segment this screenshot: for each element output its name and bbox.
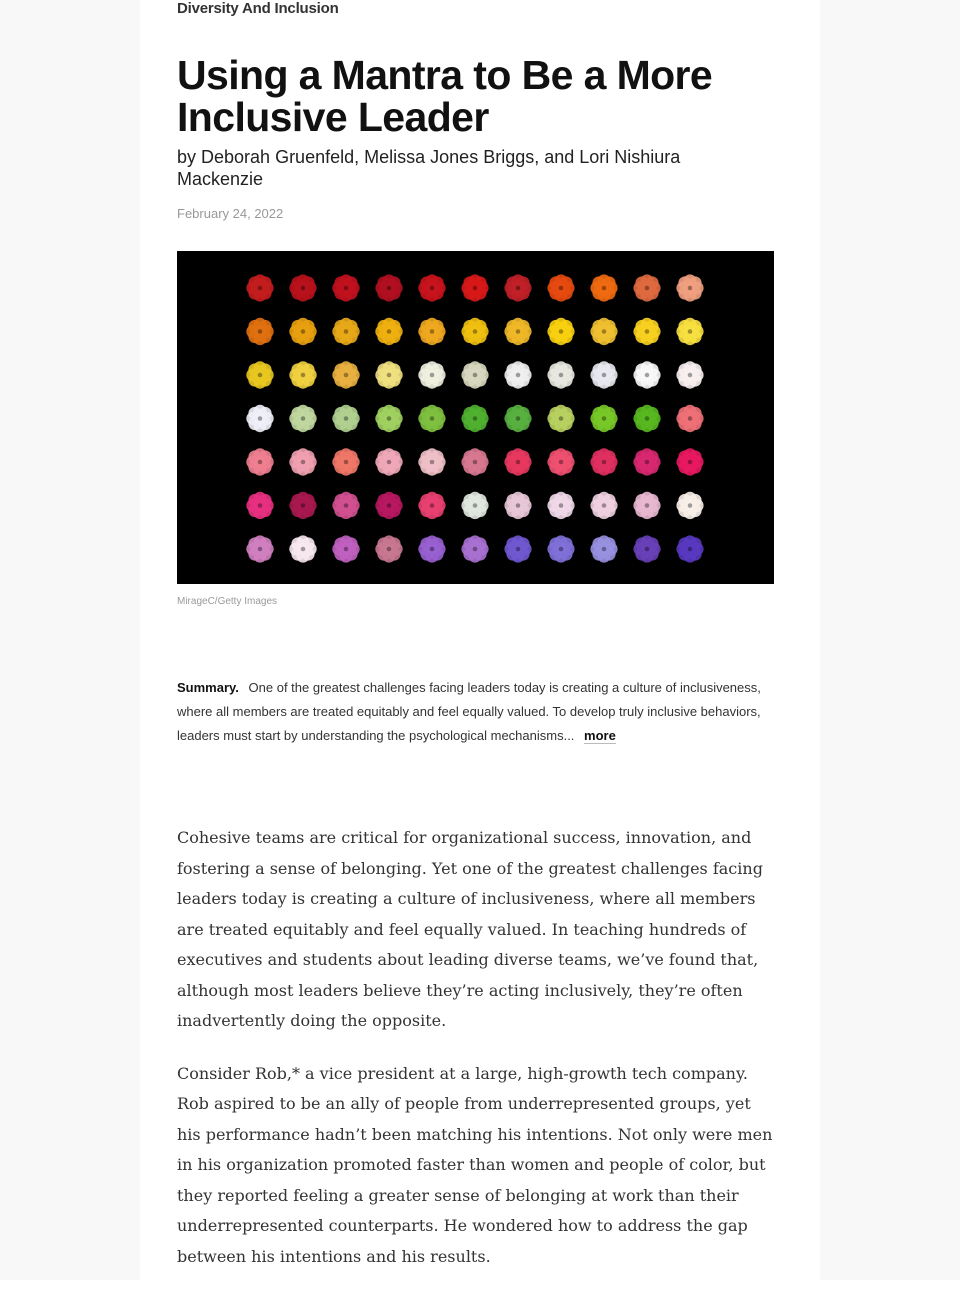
flower — [418, 405, 445, 432]
flower — [633, 492, 660, 519]
flower — [590, 448, 617, 475]
flower — [246, 492, 273, 519]
flower — [375, 448, 402, 475]
flower — [418, 535, 445, 562]
page-margin-left — [0, 0, 140, 1280]
summary-text: One of the greatest challenges facing leaders today is creating a culture of inclusiveness, where all members are treated equitably and feel equally valued. To develop truly inclusive behaviors, leaders must start by understanding the psychological mechanisms... — [177, 680, 761, 743]
flower — [590, 361, 617, 388]
flower — [547, 318, 574, 345]
flower — [461, 361, 488, 388]
flower — [289, 492, 316, 519]
flower — [547, 535, 574, 562]
flower — [418, 448, 445, 475]
flower — [633, 535, 660, 562]
flower — [504, 535, 531, 562]
flower — [375, 492, 402, 519]
flower — [375, 318, 402, 345]
flower — [246, 318, 273, 345]
flower — [676, 274, 703, 301]
flower — [461, 492, 488, 519]
flower — [375, 535, 402, 562]
flower — [676, 405, 703, 432]
body-paragraph: Consider Rob,* a vice president at a large, high-growth tech company. Rob aspired to be an ally of people from underrepresented groups, yet his performance hadn’t been matching his intentions. Not only were men in his organization promoted faster than women and people of color, but they reported feeling a greater sense of belonging at work than their underrepresented counterparts. He wondered how to address the gap between his intentions and his results. — [177, 1063, 773, 1266]
flower — [547, 492, 574, 519]
flower — [375, 361, 402, 388]
flower — [504, 318, 531, 345]
flower — [289, 318, 316, 345]
flower-grid-image — [177, 251, 774, 584]
page-margin-right — [820, 0, 960, 1280]
flower — [418, 318, 445, 345]
flower — [461, 274, 488, 301]
flower — [633, 448, 660, 475]
flower — [676, 448, 703, 475]
author-link[interactable]: Lori Nishiura Mackenzie — [177, 147, 681, 189]
image-credit: MirageC/Getty Images — [177, 596, 278, 607]
body-paragraph: Cohesive teams are critical for organizational success, innovation, and fostering a sense of belonging. Yet one of the greatest challenges facing leaders today is creating a culture of inclusiveness, where all members are treated equitably and feel equally valued. In teaching hundreds of executives and students about leading diverse teams, we’ve found that, although most leaders believe they’re acting inclusively, they’re often inadvertently doing the opposite. — [177, 828, 763, 1030]
flower — [633, 361, 660, 388]
byline-prefix: by — [177, 147, 202, 167]
flower — [504, 274, 531, 301]
flower — [246, 448, 273, 475]
flower — [504, 405, 531, 432]
byline-separator: , and — [534, 147, 580, 167]
flower — [246, 361, 273, 388]
flower — [590, 318, 617, 345]
flower — [461, 448, 488, 475]
flower — [332, 492, 359, 519]
flower — [547, 448, 574, 475]
flower — [633, 274, 660, 301]
summary-label: Summary. — [177, 680, 239, 695]
flower — [590, 274, 617, 301]
flower — [289, 405, 316, 432]
flower — [633, 318, 660, 345]
flower — [332, 405, 359, 432]
flower — [375, 405, 402, 432]
byline-separator: , — [354, 147, 365, 167]
flower — [461, 318, 488, 345]
byline — [177, 146, 737, 190]
flower — [289, 535, 316, 562]
flower — [590, 405, 617, 432]
flower — [332, 448, 359, 475]
flower — [418, 274, 445, 301]
flower — [547, 405, 574, 432]
flower — [289, 274, 316, 301]
flower — [676, 535, 703, 562]
article-body — [177, 823, 775, 1294]
flower — [547, 361, 574, 388]
topic-link[interactable]: Diversity And Inclusion — [177, 0, 339, 17]
flower — [504, 492, 531, 519]
flower — [676, 318, 703, 345]
hero-image — [177, 251, 774, 584]
flower — [289, 448, 316, 475]
author-link[interactable]: Melissa Jones Briggs — [364, 147, 535, 167]
summary-more-link[interactable]: more — [584, 728, 616, 743]
flower — [504, 361, 531, 388]
flower — [332, 361, 359, 388]
article-headline: Using a Mantra to Be a More Inclusive Leader — [177, 52, 713, 140]
flower — [676, 492, 703, 519]
flower — [590, 492, 617, 519]
author-link[interactable]: Deborah Gruenfeld — [201, 147, 355, 167]
flower — [418, 361, 445, 388]
flower — [246, 535, 273, 562]
flower — [332, 274, 359, 301]
flower — [375, 274, 402, 301]
flower — [590, 535, 617, 562]
flower — [332, 535, 359, 562]
flower — [547, 274, 574, 301]
publish-date: February 24, 2022 — [177, 206, 284, 221]
flower — [633, 405, 660, 432]
flower — [418, 492, 445, 519]
flower — [676, 361, 703, 388]
flower — [332, 318, 359, 345]
flower — [461, 535, 488, 562]
flower — [461, 405, 488, 432]
flower — [504, 448, 531, 475]
flower — [289, 361, 316, 388]
summary-block — [177, 676, 775, 748]
flower — [246, 405, 273, 432]
flower — [246, 274, 273, 301]
